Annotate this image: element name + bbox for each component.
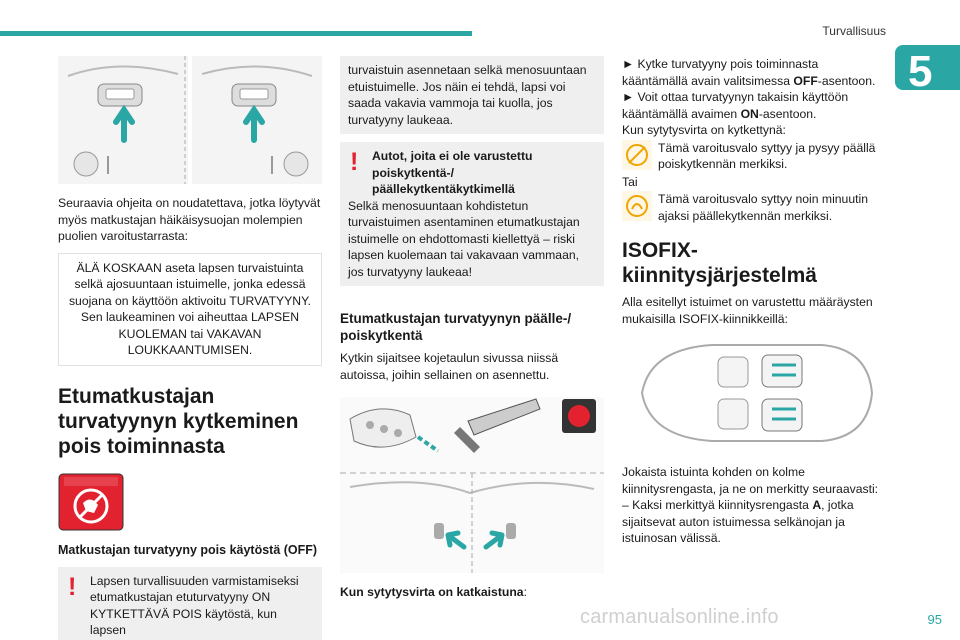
passenger-airbag-off-sign: [58, 473, 124, 531]
heading-airbag-switch: Etumatkustajan turvatyynyn päälle-/ poiskytkentä: [340, 311, 572, 343]
chapter-tab: [895, 45, 960, 96]
subhead-airbag-off: Matkustajan turvatyyny pois käytöstä (OFF): [58, 542, 318, 557]
isofix-rings-a: – Kaksi merkittyä kiinnitysrengasta A, jotka sijaitsevat auton istuimessa selkänojan ja istuinosan välissä.: [622, 498, 854, 545]
page-number: 95: [927, 612, 942, 627]
column-3: [622, 56, 886, 547]
section-title: Turvallisuus: [822, 24, 886, 38]
visor-warning-box: ÄLÄ KOSKAAN aseta lapsen turvaistuinta selkä ajosuuntaan istuimelle, jonka edessä suojana on käyttöön aktivoitu TURVATYYNY. Sen laukeaminen voi aiheuttaa LAPSEN KUOLEMAN tai VAKAVAN LOUKKAANTUMISEN.: [58, 253, 322, 366]
warning-exclamation-icon: !: [68, 572, 77, 601]
key-switch-illustration: [340, 397, 604, 573]
no-switch-warning-title: Autot, joita ei ole varustettu poiskytkentä-/ päällekytkentäkytkimellä: [372, 149, 533, 196]
header-accent-bar: [0, 31, 472, 36]
ignition-on-label: Kun sytytysvirta on kytkettynä:: [622, 123, 786, 137]
watermark: carmanualsonline.info: [580, 606, 779, 628]
sun-visor-illustration: [58, 56, 322, 184]
warning-continuation: [340, 56, 604, 134]
isofix-seats-diagram: [622, 335, 886, 453]
warning-text: Lapsen turvallisuuden varmistamiseksi etumatkustajan etuturvatyyny ON KYTKETTÄVÄ POIS käytöstä, kun lapsen: [90, 573, 299, 637]
warning-light-item-1: Tämä varoitusvalo syttyy ja pysyy päällä poiskytkennän merkiksi.: [622, 140, 886, 173]
warning-exclamation-icon: !: [350, 148, 359, 176]
no-switch-warning-body: Selkä menosuuntaan kohdistetun turvaistuimen asentaminen etumatkustajan istuimelle on ehdottomasti kiellettyä – riski lapsen kuolemaan tai vakavaan vammaan, jos turvatyyny laukeaa!: [348, 198, 580, 279]
airbag-on-warning-light-icon: [622, 191, 652, 221]
or-label: Tai: [622, 174, 638, 189]
instruction-off: ► Kytke turvatyyny pois toiminnasta kääntämällä avain valitsimessa OFF-asentoon.: [622, 57, 876, 88]
airbag-off-warning-light-icon: [622, 140, 652, 170]
chapter-number: 5: [908, 47, 933, 96]
visor-intro-text: Seuraavia ohjeita on noudatettava, jotka löytyvät myös matkustajan häikäisysuojan molempien puolien varoitustarrasta:: [58, 196, 321, 243]
child-safety-warning: [58, 567, 322, 640]
no-switch-warning: [340, 142, 604, 286]
heading-deactivate-airbag: Etumatkustajan turvatyynyn kytkeminen pois toiminnasta: [58, 384, 299, 458]
switch-location-text: Kytkin sijaitsee kojetaulun sivussa niissä autoissa, joihin sellainen on asennettu.: [340, 351, 559, 382]
instruction-on: ► Voit ottaa turvatyynyn takaisin käyttöön kääntämällä avaimen ON-asentoon.: [622, 90, 849, 121]
column-1: [58, 56, 322, 640]
isofix-intro: Alla esitellyt istuimet on varustettu määräysten mukaisilla ISOFIX-kiinnikkeillä:: [622, 295, 873, 326]
column-2: [340, 56, 604, 601]
warning-light-item-2: Tämä varoitusvalo syttyy noin minuutin ajaksi päällekytkennän merkiksi.: [622, 191, 886, 224]
isofix-rings-text: Jokaista istuinta kohden on kolme kiinnitysrengasta, ja ne on merkitty seuraavasti:: [622, 465, 879, 496]
warning-continuation-text: turvaistuin asennetaan selkä menosuuntaan etuistuimelle. Jos näin ei tehdä, lapsi voi saada vakavia vammoja tai kuolla, jos turvatyyny laukeaa.: [348, 63, 587, 127]
heading-isofix: ISOFIX-kiinnitysjärjestelmä: [622, 239, 817, 287]
ignition-off-caption: Kun sytytysvirta on katkaistuna:: [340, 585, 527, 599]
